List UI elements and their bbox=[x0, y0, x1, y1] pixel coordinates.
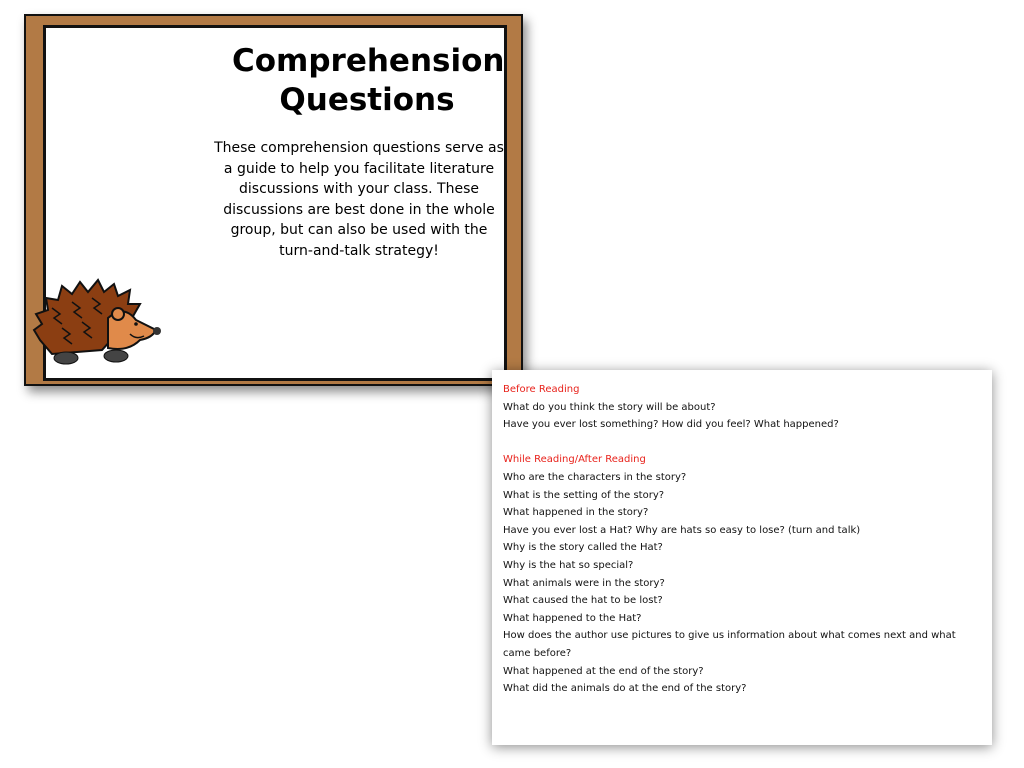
question-item: How does the author use pictures to give us information about what comes next and what came before? bbox=[503, 630, 956, 659]
question-item: What caused the hat to be lost? bbox=[503, 595, 663, 607]
question-item: What do you think the story will be about? bbox=[503, 401, 716, 413]
question-item: What happened to the Hat? bbox=[503, 612, 642, 624]
hedgehog-icon bbox=[32, 278, 162, 368]
question-item: What happened at the end of the story? bbox=[503, 665, 704, 677]
question-item: Have you ever lost something? How did you feel? What happened? bbox=[503, 419, 839, 431]
question-item: What happened in the story? bbox=[503, 507, 649, 519]
question-item: What is the setting of the story? bbox=[503, 489, 665, 501]
question-item: What animals were in the story? bbox=[503, 577, 665, 589]
slide-title: Comprehension Questions bbox=[232, 43, 505, 118]
question-item: Who are the characters in the story? bbox=[503, 471, 687, 483]
before-reading-heading: Before Reading bbox=[503, 384, 580, 395]
questions-list bbox=[503, 381, 984, 698]
question-item: What did the animals do at the end of the story? bbox=[503, 683, 747, 695]
question-item: Why is the story called the Hat? bbox=[503, 542, 663, 554]
question-item: Why is the hat so special? bbox=[503, 559, 634, 571]
title-slide bbox=[24, 14, 523, 386]
questions-slide bbox=[492, 370, 992, 745]
question-item: Have you ever lost a Hat? Why are hats so easy to lose? (turn and talk) bbox=[503, 524, 861, 536]
while-reading-heading: While Reading/After Reading bbox=[503, 454, 646, 466]
slide-description: These comprehension questions serve as a guide to help you facilitate literature discussions with your class. These discussions are best done in the whole group, but can also be used with the turn-and-talk strategy! bbox=[214, 140, 504, 259]
